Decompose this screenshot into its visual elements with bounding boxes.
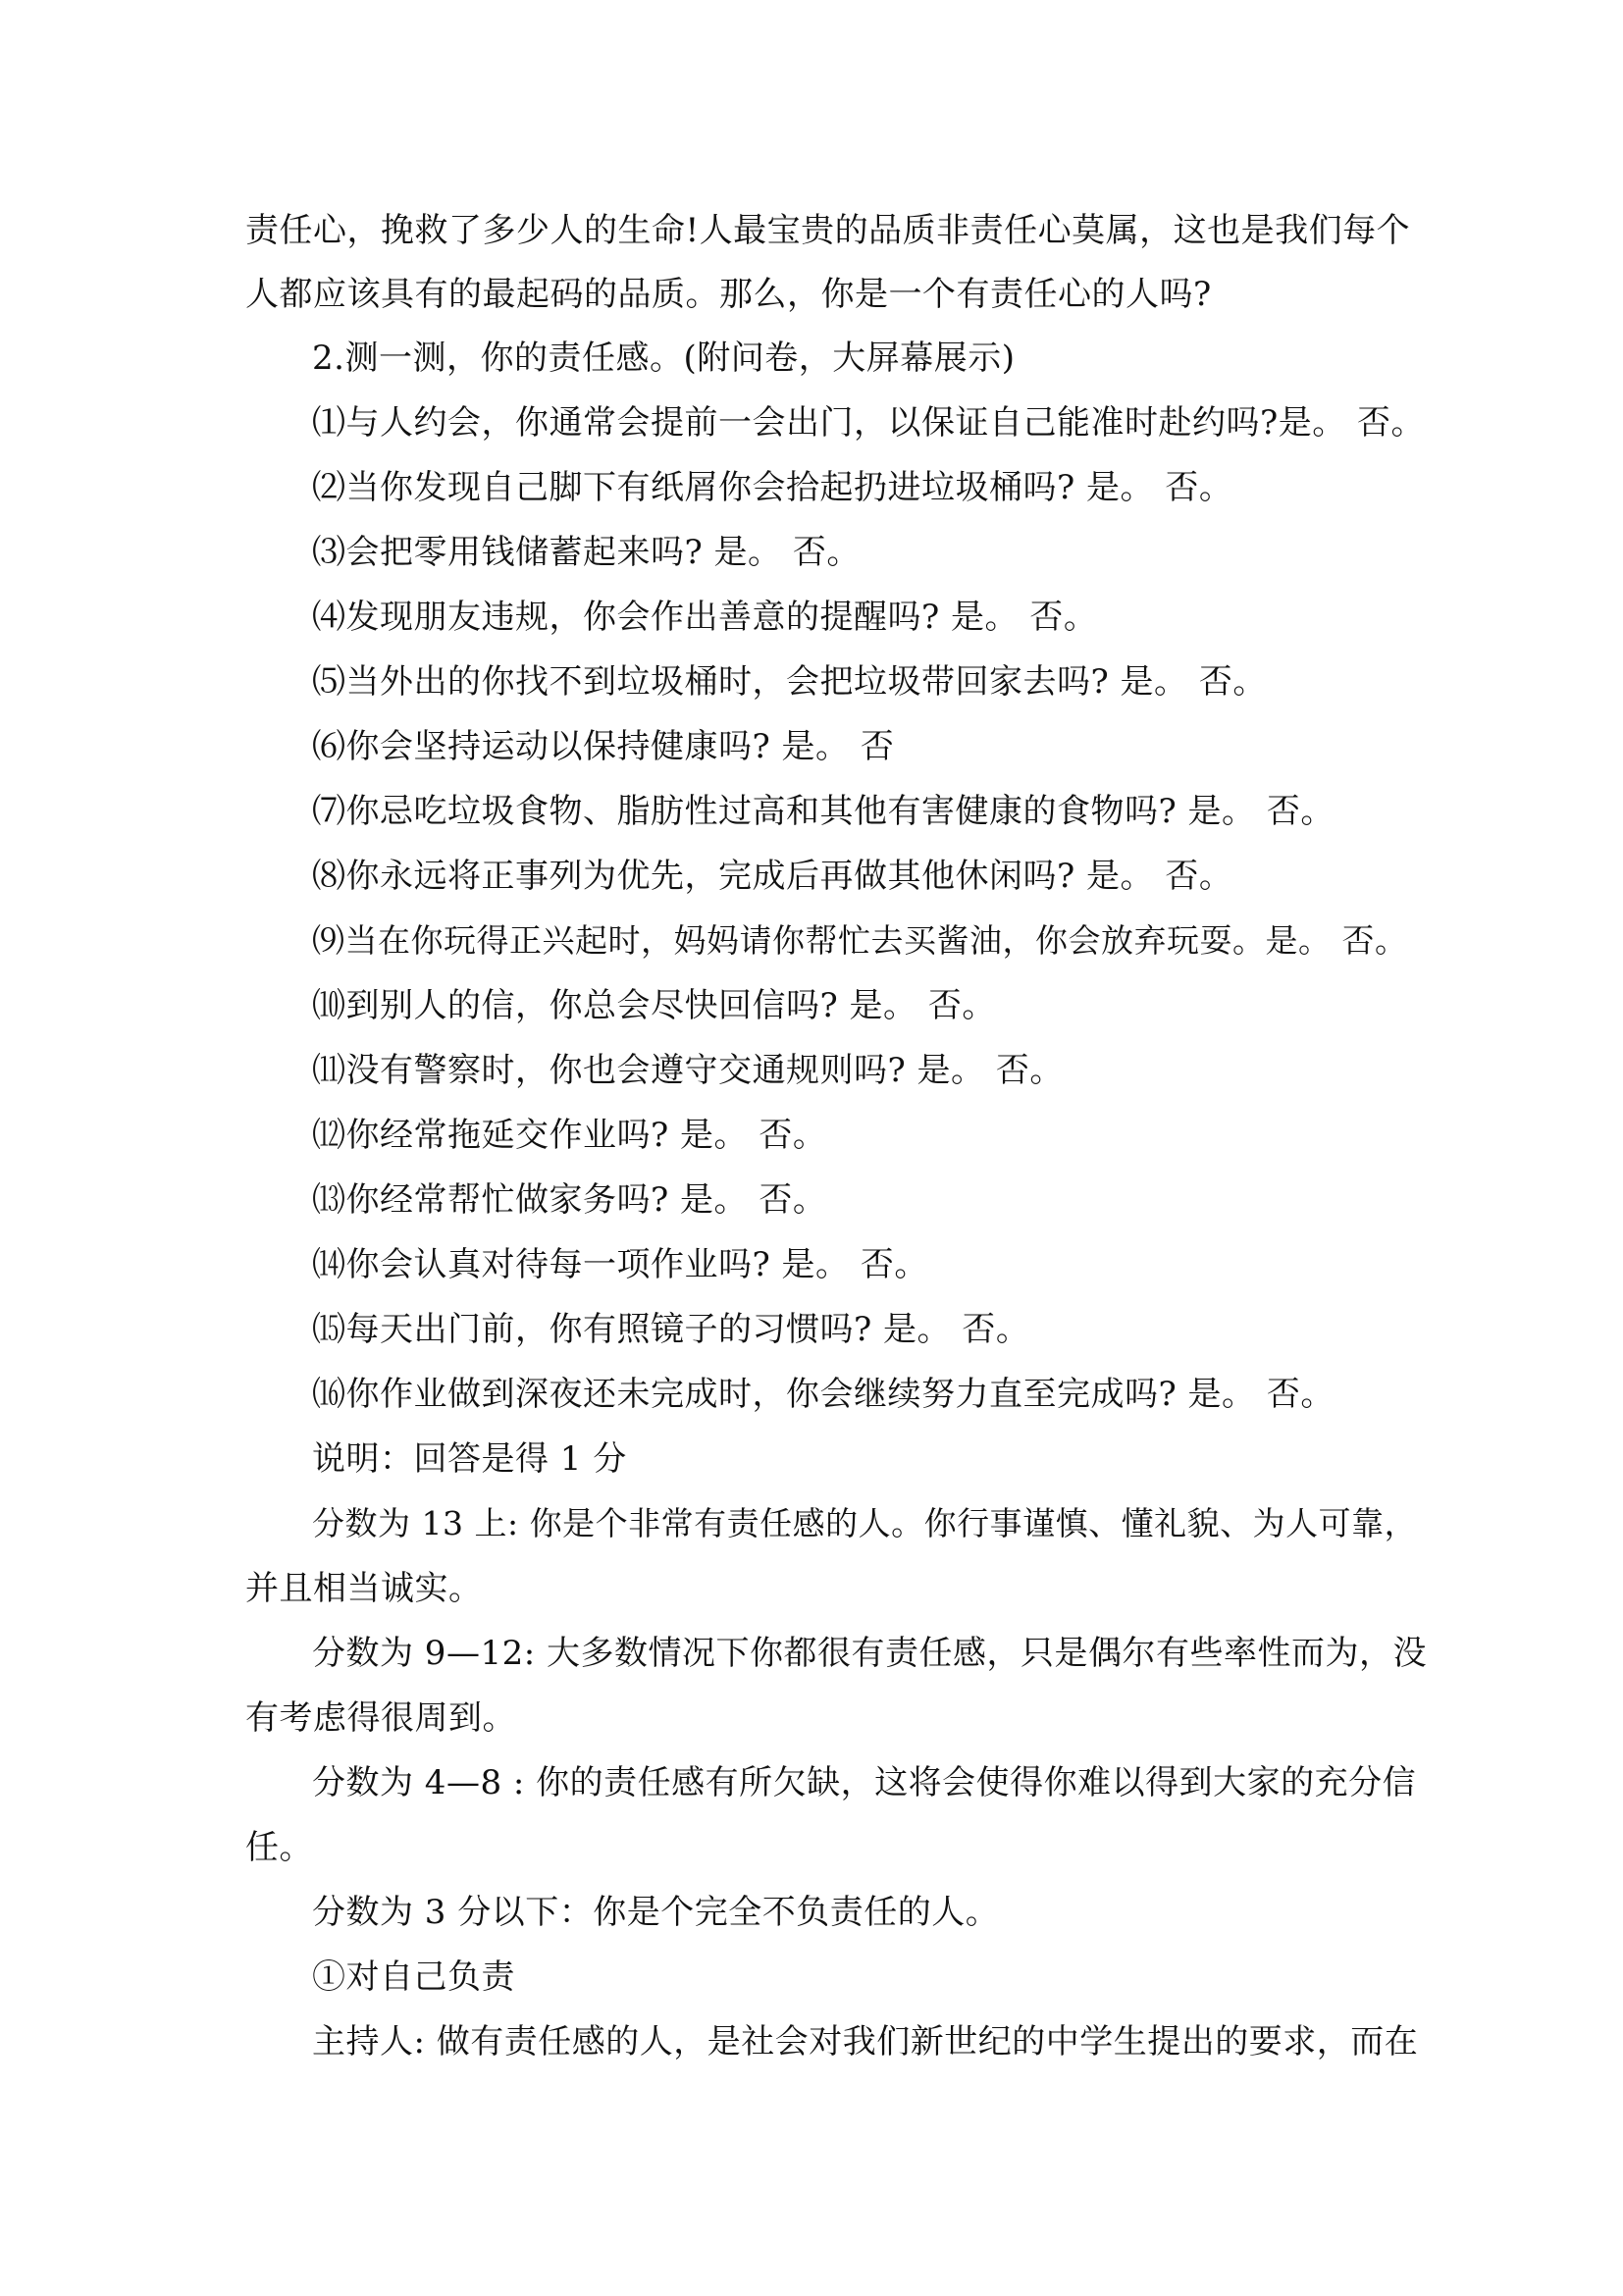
question-16: ⒃你作业做到深夜还未完成时，你会继续努力直至完成吗? 是。 否。 [312,1375,1335,1414]
question-7: ⑺你忌吃垃圾食物、脂肪性过高和其他有害健康的食物吗? 是。 否。 [312,792,1335,831]
intro-line-1: 责任心，挽救了多少人的生命!人最宝贵的品质非责任心莫属，这也是我们每个 [245,211,1411,250]
question-11: ⑾没有警察时，你也会遵守交通规则吗? 是。 否。 [312,1051,1064,1090]
result-3-line-1: 分数为 4—8 : 你的责任感有所欠缺，这将会使得你难以得到大家的充分信 [312,1763,1417,1802]
question-5: ⑸当外出的你找不到垃圾桶时，会把垃圾带回家去吗? 是。 否。 [312,662,1267,702]
intro-line-2: 人都应该具有的最起码的品质。那么，你是一个有责任心的人吗? [245,275,1212,314]
question-13: ⒀你经常帮忙做家务吗? 是。 否。 [312,1180,827,1220]
question-9: ⑼当在你玩得正兴起时，妈妈请你帮忙去买酱油，你会放弃玩耍。是。 否。 [312,921,1408,960]
question-10: ⑽到别人的信，你总会尽快回信吗? 是。 否。 [312,986,996,1025]
question-4: ⑷发现朋友违规，你会作出善意的提醒吗? 是。 否。 [312,598,1098,637]
section-heading: ①对自己负责 [312,1957,515,1997]
result-2-line-1: 分数为 9—12: 大多数情况下你都很有责任感，只是偶尔有些率性而为，没 [312,1634,1427,1673]
host-line-1: 主持人: 做有责任感的人，是社会对我们新世纪的中学生提出的要求，而在 [312,2022,1419,2061]
question-3: ⑶会把零用钱储蓄起来吗? 是。 否。 [312,533,861,572]
question-8: ⑻你永远将正事列为优先，完成后再做其他休闲吗? 是。 否。 [312,857,1233,896]
question-6: ⑹你会坚持运动以保持健康吗? 是。 否 [312,727,895,766]
question-14: ⒁你会认真对待每一项作业吗? 是。 否。 [312,1245,928,1284]
scoring-explanation: 说明：回答是得 1 分 [312,1439,627,1479]
result-2-line-2: 有考虑得很周到。 [245,1698,516,1738]
question-1: ⑴与人约会，你通常会提前一会出门，以保证自己能准时赴约吗?是。 否。 [312,403,1426,443]
result-1-line-1: 分数为 13 上: 你是个非常有责任感的人。你行事谨慎、懂礼貌、为人可靠， [312,1504,1418,1542]
result-4: 分数为 3 分以下：你是个完全不负责任的人。 [312,1893,1000,1932]
question-12: ⑿你经常拖延交作业吗? 是。 否。 [312,1116,827,1155]
question-15: ⒂每天出门前，你有照镜子的习惯吗? 是。 否。 [312,1310,1030,1349]
question-2: ⑵当你发现自己脚下有纸屑你会拾起扔进垃圾桶吗? 是。 否。 [312,468,1233,507]
quiz-heading: 2.测一测，你的责任感。(附问卷，大屏幕展示) [312,339,1016,378]
result-1-line-2: 并且相当诚实。 [245,1569,483,1608]
result-3-line-2: 任。 [245,1828,313,1867]
